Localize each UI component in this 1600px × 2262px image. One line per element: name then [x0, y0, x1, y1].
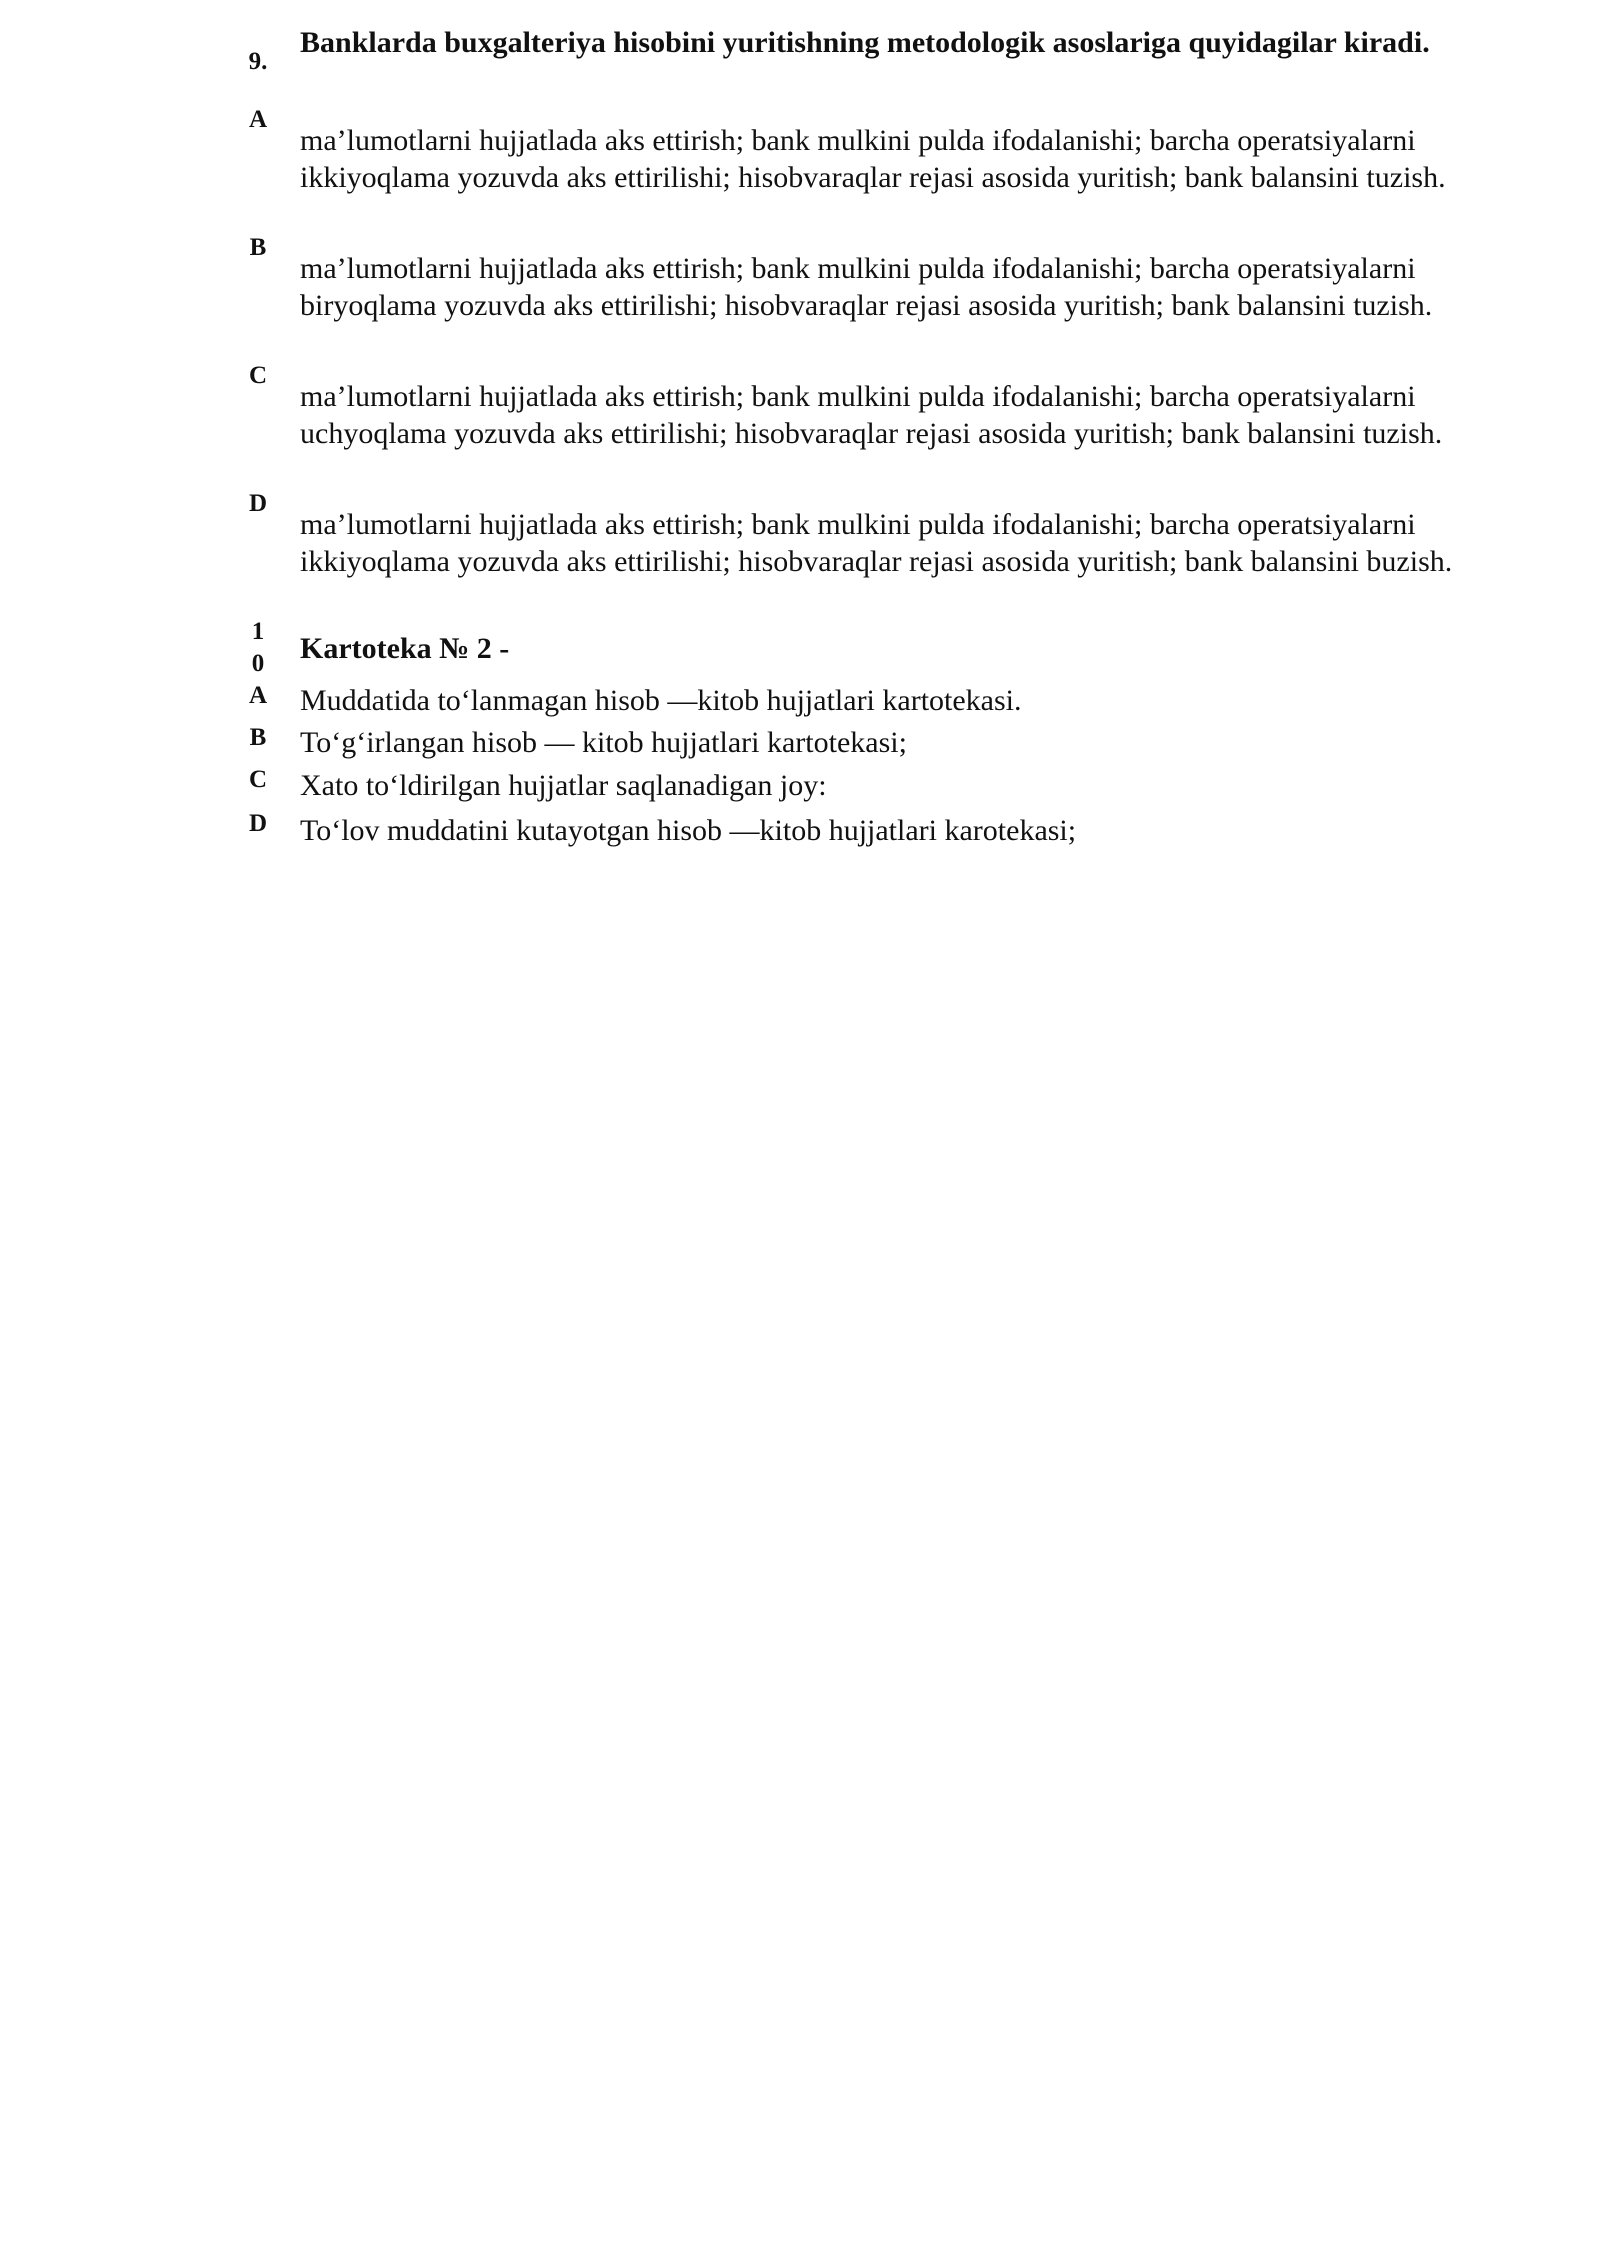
option-letter: A: [248, 106, 268, 133]
option-text: Xato to‘ldirilgan hujjatlar saqlanadigan joy:: [300, 769, 827, 802]
question-text: Banklarda buxgalteriya hisobini yuritishning metodologik asoslariga quyidagilar kiradi.: [300, 26, 1430, 59]
option-letter: A: [248, 682, 268, 709]
option-text: ma’lumotlarni hujjatlada aks ettirish; bank mulkini pulda ifodalanishi; barcha operatsiyalarni uchyoqlama yozuvda aks ettirilishi; hisobvaraqlar rejasi asosida yuritish; bank balansini tuzish.: [300, 380, 1443, 450]
option-letter: C: [248, 766, 268, 793]
option-letter: C: [248, 362, 268, 389]
option-text: ma’lumotlarni hujjatlada aks ettirish; bank mulkini pulda ifodalanishi; barcha operatsiyalarni ikkiyoqlama yozuvda aks ettirilishi; hisobvaraqlar rejasi asosida yuritish; bank balansini tuzish.: [300, 124, 1446, 194]
option-text: ma’lumotlarni hujjatlada aks ettirish; bank mulkini pulda ifodalanishi; barcha operatsiyalarni ikkiyoqlama yozuvda aks ettirilishi; hisobvaraqlar rejasi asosida yuritish; bank balansini buzish.: [300, 508, 1453, 578]
option-letter: D: [248, 490, 268, 517]
question-text: Kartoteka № 2 -: [300, 632, 510, 665]
option-text: To‘g‘irlangan hisob — kitob hujjatlari kartotekasi;: [300, 726, 907, 759]
option-letter: B: [249, 234, 267, 261]
question-number: 9.: [248, 48, 268, 75]
option-letter: D: [248, 810, 268, 837]
option-letter: B: [249, 724, 267, 751]
question-number: 1 0: [251, 618, 265, 677]
option-text: To‘lov muddatini kutayotgan hisob —kitob hujjatlari karotekasi;: [300, 814, 1077, 847]
option-text: ma’lumotlarni hujjatlada aks ettirish; bank mulkini pulda ifodalanishi; barcha operatsiyalarni biryoqlama yozuvda aks ettirilishi; hisobvaraqlar rejasi asosida yuritish; bank balansini tuzish.: [300, 252, 1433, 322]
option-text: Muddatida to‘lanmagan hisob —kitob hujjatlari kartotekasi.: [300, 684, 1022, 717]
